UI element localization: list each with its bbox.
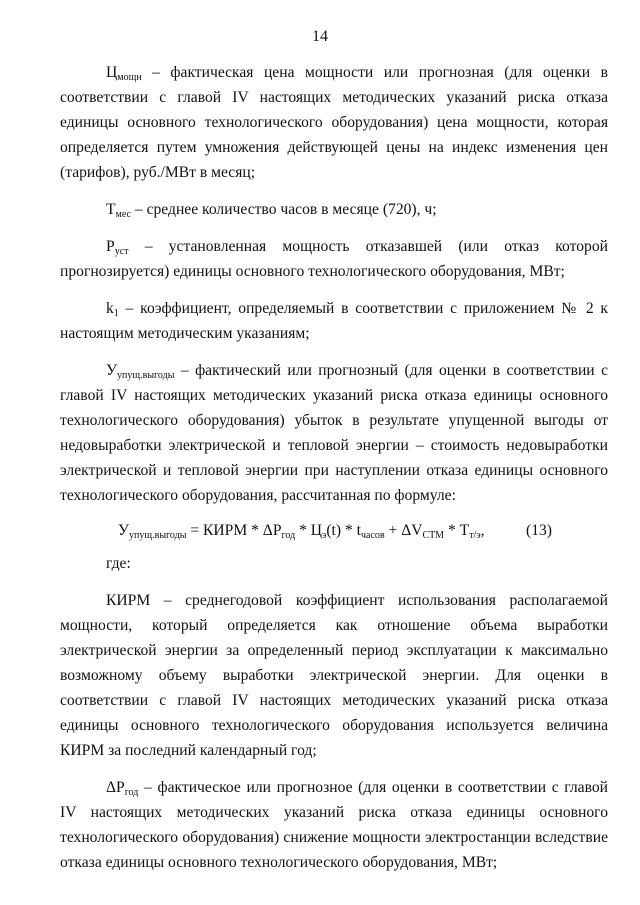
definition-text: – фактический или прогнозный (для оценки в соответствии с главой IV настоящих методических указаний риска отказа единицы основного технологического оборудования) убыток в результате упущенной выгоды от недовыработки электрической и тепловой энергии – стоимость недовыработки электрической и тепловой энергии при наступлении отказа единицы основного технологического оборудования, рассчитанная по формуле: — [60, 362, 608, 504]
definition-text: – коэффициент, определяемый в соответствии с приложением № 2 к настоящим методическим указаниям; — [60, 300, 608, 342]
symbol: Ц — [106, 64, 118, 81]
symbol: k — [106, 300, 114, 317]
definition-kirm: КИРМ – среднегодовой коэффициент использования располагаемой мощности, который определяется как отношение объема выработки электрической энергии за определенный период эксплуатации к максимально возможному объему выработки электрической энергии. Для оценки в соответствии с главой IV настоящих методических указаний риска отказа единицы основного технологического оборудования используется величина КИРМ за последний календарный год; — [60, 592, 608, 759]
symbol-subscript: год — [124, 787, 139, 798]
definition-text: – среднее количество часов в месяце (720), ч; — [131, 201, 437, 218]
definition-text: – фактическая цена мощности или прогнозная (для оценки в соответствии с главой IV настоящих методических указаний риска отказа единицы основного технологического оборудования) цена мощности, которая определяется путем умножения действующей цены на индекс изменения цен (тарифов), руб./МВт в месяц; — [60, 64, 608, 181]
definition-hours-per-month — [60, 197, 608, 222]
definition-text: – установленная мощность отказавшей (или отказ которой прогнозируется) единицы основного технологического оборудования, МВт; — [60, 238, 608, 280]
symbol: ΔP — [106, 779, 125, 796]
symbol-subscript: мес — [115, 209, 131, 220]
formula-number: (13) — [526, 522, 552, 539]
symbol-subscript: мощн — [117, 72, 142, 83]
definition-lost-profit — [60, 358, 608, 508]
symbol-subscript: уст — [114, 246, 129, 257]
definition-price-of-capacity — [60, 60, 608, 185]
formula-13 — [60, 518, 608, 543]
symbol-subscript: упущ.выгоды — [117, 370, 175, 381]
symbol: P — [106, 238, 115, 255]
document-body — [60, 60, 608, 887]
definition-text: – фактическое или прогнозное (для оценки в соответствии с главой IV настоящих методических указаний риска отказа единицы основного технологического оборудования) снижение мощности электростанции вследствие отказа единицы основного технологического оборудования, МВт; — [60, 779, 608, 871]
page-number: 14 — [312, 28, 328, 45]
symbol: T — [106, 201, 116, 218]
definition-installed-capacity — [60, 234, 608, 284]
symbol: У — [106, 362, 118, 379]
formula-expression: $У_{упущ.выгоды}$ = КИРМ * $\Delta P_{год} * Ц_э(t) * t_{часов} + \Delta V_{СТМ} * T_{т/э}$, — [118, 522, 485, 541]
definition-coefficient-k1 — [60, 296, 608, 346]
where-label: где: — [106, 555, 131, 572]
symbol-subscript: 1 — [113, 308, 119, 319]
definition-capacity-reduction — [60, 775, 608, 875]
